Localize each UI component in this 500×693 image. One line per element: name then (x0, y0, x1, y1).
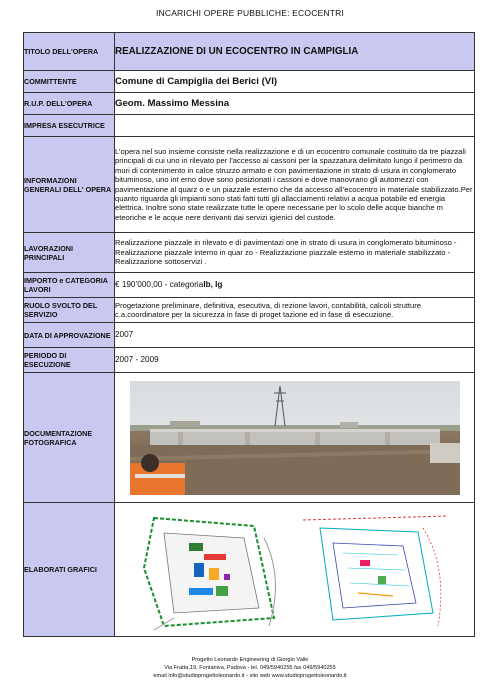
importo-amount: € 190’000,00 - categoria (115, 280, 204, 290)
label-periodo: PERIODO DI ESECUZIONE (24, 348, 115, 373)
value-impresa (115, 115, 475, 137)
label-importo: IMPORTO e CATEGORIA LAVORI (24, 273, 115, 298)
site-photo-image (130, 381, 460, 495)
row-documentazione (24, 373, 475, 503)
footer-address: Via Fratta,19, Fontaniva, Padova - tel. 049/5940255 fax 049/5940255 (164, 665, 336, 671)
value-rup: Geom. Massimo Messina (115, 93, 475, 115)
plans-group (115, 508, 474, 632)
label-lavorazioni: LAVORAZIONI PRINCIPALI (24, 233, 115, 273)
label-titolo: TITOLO DELL'OPERA (24, 33, 115, 71)
site-plan-drawing-2 (298, 508, 456, 632)
label-committente: COMMITTENTE (24, 71, 115, 93)
value-lavorazioni: Realizzazione piazzale in rilevato e di pavimentazi one in strato di usura in conglomerato bituminoso - Realizzazione piazzale interno in quar zo - Realizzazione piazzale esterno in materiale stabilizzato - Realizzazione sottoservizi . (115, 233, 475, 273)
row-data (24, 323, 475, 348)
value-ruolo: Progetazione preliminare, definitiva, esecutiva, di rezione lavori, contabilità, calcoli strutture c.a,coordinatore per la sicurezza in fase di proget tazione ed in fase di esecuzione. (115, 298, 475, 323)
importo-category: Ib, Ig (203, 280, 223, 290)
row-committente (24, 71, 475, 93)
label-informazioni: INFORMAZIONI GENERALI DELL' OPERA (24, 137, 115, 233)
row-lavorazioni (24, 233, 475, 273)
page-header: INCARICHI OPERE PUBBLICHE: ECOCENTRI (155, 8, 345, 18)
row-ruolo (24, 298, 475, 323)
row-importo (24, 273, 475, 298)
cell-plans (115, 503, 475, 637)
page-footer (0, 656, 500, 680)
project-sheet-table (23, 32, 475, 637)
row-titolo (24, 33, 475, 71)
value-informazioni: L’opera nel suo insieme consiste nella realizzazione e di un ecocentro comunale costituito da tre piazzali principali di cui uno in rilevato per l’accesso ai cassoni per la spazzatura delimitato lungo il perimetro da muri di contenimento in calce struzzo armato e con pavimentazione in strato di usura in conglomerato bituminoso, uno int erno dove sono posizionati i cassoni e dove manovrano gli automezzi con pavimentazione al quarz o e un piazzale esterno che da accesso all’ecocentro in materiale stabilizzato.Per quanto riguarda gli impianti sono stati fatti tutti gli allacciamenti relativi a acqua potabile ed energia elettrica. Inoltre sono state realizzate tutte le opere necessarie per lo scolo delle acque bianche m eteoriche e le acque nere derivanti dai servizi igienici del custode. (115, 137, 475, 233)
row-rup (24, 93, 475, 115)
value-periodo: 2007 - 2009 (115, 348, 475, 373)
label-rup: R.U.P. DELL'OPERA (24, 93, 115, 115)
footer-contacts: email info@studioprogettoleonardo.it - sito web www.studioprogettoleonardo.it (153, 673, 347, 679)
value-titolo: REALIZZAZIONE DI UN ECOCENTRO IN CAMPIGLIA (115, 33, 475, 71)
label-impresa: IMPRESA ESECUTRICE (24, 115, 115, 137)
label-data: DATA DI APPROVAZIONE (24, 323, 115, 348)
value-committente: Comune di Campiglia dei Berici (VI) (115, 71, 475, 93)
row-elaborati (24, 503, 475, 637)
row-periodo (24, 348, 475, 373)
value-importo (115, 273, 475, 298)
site-plan-drawing-1 (134, 508, 292, 632)
row-informazioni (24, 137, 475, 233)
label-elaborati: ELABORATI GRAFICI (24, 503, 115, 637)
site-photo (130, 381, 460, 495)
cell-photo (115, 373, 475, 503)
label-documentazione: DOCUMENTAZIONE FOTOGRAFICA (24, 373, 115, 503)
footer-company: Progetto Leonardo Engineering di Giorgio Valle (191, 657, 309, 663)
value-data: 2007 (115, 323, 475, 348)
label-ruolo: RUOLO SVOLTO DEL SERVIZIO (24, 298, 115, 323)
row-impresa (24, 115, 475, 137)
